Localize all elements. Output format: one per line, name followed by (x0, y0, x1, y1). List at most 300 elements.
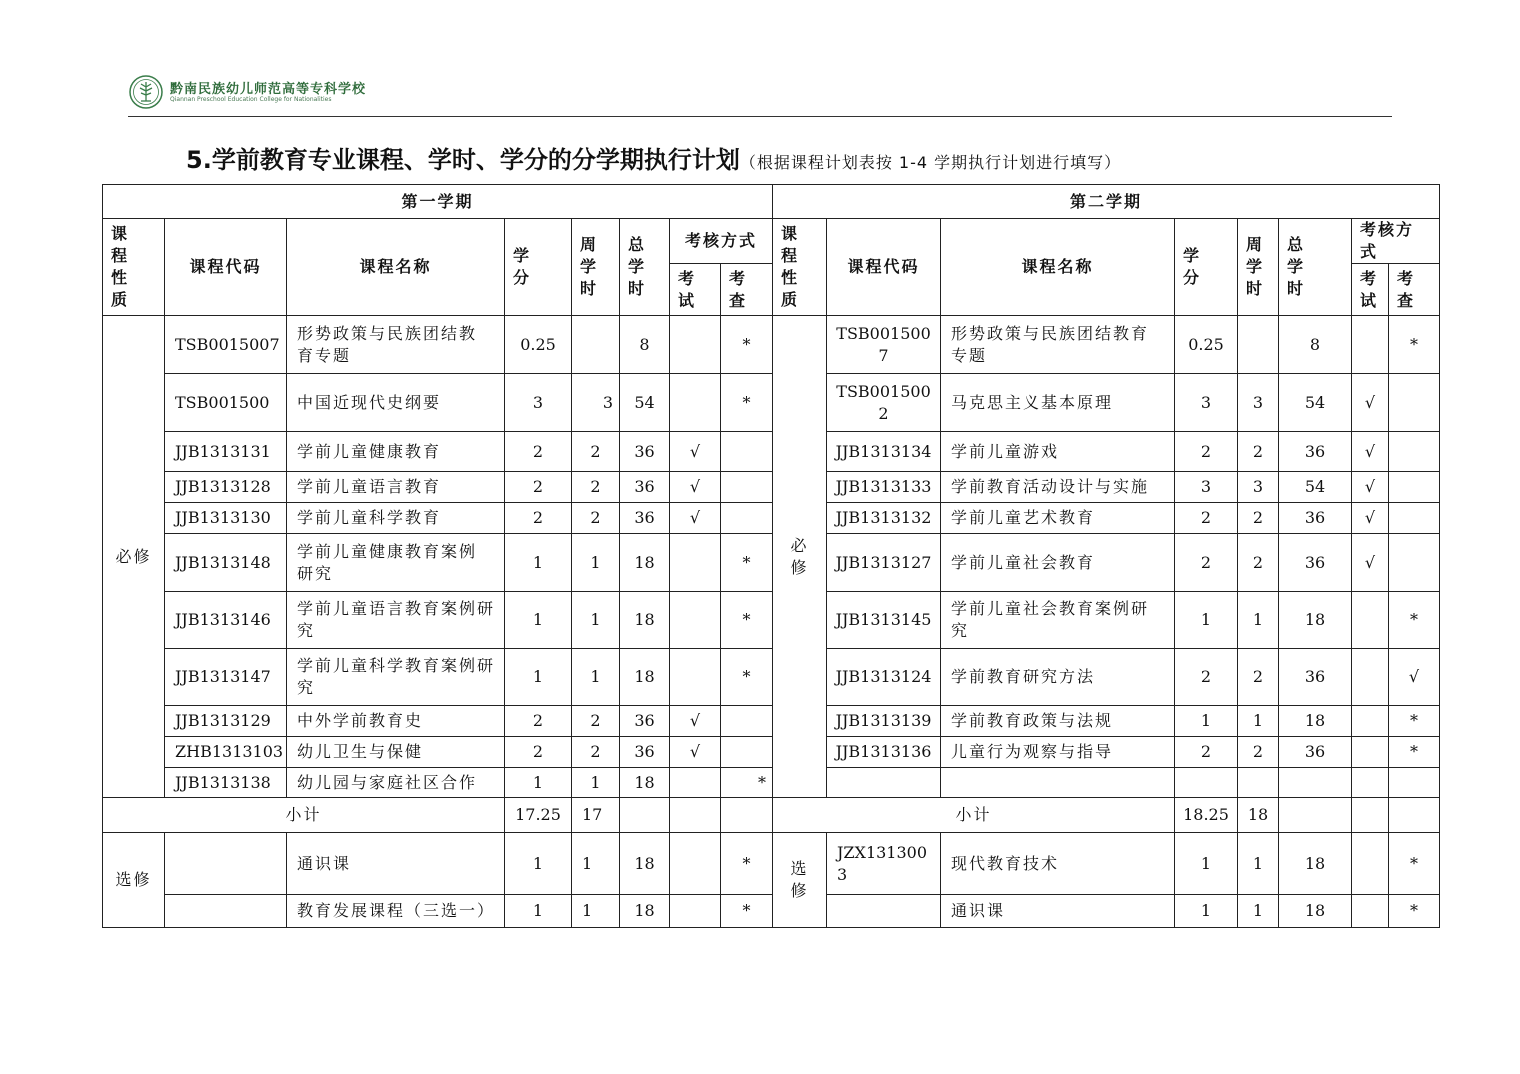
exam-mark (670, 534, 721, 592)
total-hours: 36 (620, 472, 670, 503)
cell-line: 育专题 (297, 345, 352, 365)
exam-mark (1352, 737, 1389, 768)
table-row (103, 592, 1440, 649)
credit (1175, 768, 1238, 798)
table-row (103, 374, 1440, 432)
exam-mark: √ (670, 472, 721, 503)
total-hours: 36 (1279, 534, 1352, 592)
cell-line: 课 (111, 224, 130, 243)
semester-2-header: 第二学期 (773, 185, 1440, 219)
course-name (941, 649, 1175, 706)
course-name (287, 768, 505, 798)
cell-line: 学 (580, 257, 599, 276)
exam-mark (670, 316, 721, 374)
cell-line: 研究 (297, 563, 334, 583)
cell-line: JZX131300 (837, 842, 928, 862)
exam-mark (670, 649, 721, 706)
course-name (287, 534, 505, 592)
course-code (827, 737, 941, 768)
col-credit (505, 219, 572, 316)
table-row (103, 706, 1440, 737)
course-name (287, 706, 505, 737)
course-code: JJB1313128 (165, 472, 287, 503)
credit: 2 (505, 503, 572, 534)
exam-mark: √ (1352, 534, 1389, 592)
table-row (103, 472, 1440, 503)
total-hours: 36 (1279, 432, 1352, 472)
credit: 0.25 (1175, 316, 1238, 374)
total-hours: 18 (620, 833, 670, 895)
col-exam (670, 264, 721, 316)
check-mark: * (721, 316, 773, 374)
cell-line: 学前教育政策与法规 (951, 711, 1114, 730)
cell-line: 考 (1397, 268, 1416, 288)
weekly-hours: 1 (1238, 706, 1279, 737)
check-mark: * (1389, 592, 1440, 649)
credit: 3 (1175, 374, 1238, 432)
cell-line: TSB001500 (836, 323, 931, 343)
weekly-hours: 1 (1238, 833, 1279, 895)
course-code: JJB1313146 (165, 592, 287, 649)
cell-line: 总 (1287, 235, 1306, 254)
cell-line: 修 (790, 881, 809, 900)
check-mark: * (721, 374, 773, 432)
required-label: 必修 (103, 316, 165, 798)
total-hours (1279, 768, 1352, 798)
cell-line: 时 (1246, 279, 1265, 298)
course-code (165, 833, 287, 895)
cell-line: 学 (1183, 246, 1202, 265)
weekly-hours: 1 (572, 768, 620, 798)
credit: 1 (1175, 895, 1238, 928)
table-row (103, 798, 1440, 833)
total-hours: 36 (1279, 503, 1352, 534)
cell-line: 究 (951, 621, 970, 640)
cell-line: JJB1313124 (835, 667, 932, 686)
cell-line: 学前儿童语言教育 (297, 477, 442, 496)
course-name (287, 737, 505, 768)
weekly-hours: 2 (572, 503, 620, 534)
total-hours: 18 (620, 649, 670, 706)
cell-line: 时 (580, 279, 599, 298)
course-code (827, 503, 941, 534)
course-code (827, 706, 941, 737)
semester-plan-table (102, 184, 1440, 928)
exam-mark: √ (1352, 374, 1389, 432)
check-mark (721, 432, 773, 472)
credit: 2 (1175, 649, 1238, 706)
cell-line: 质 (781, 290, 800, 309)
course-name (287, 316, 505, 374)
course-code (827, 374, 941, 432)
weekly-hours: 1 (572, 649, 620, 706)
total-hours: 54 (1279, 374, 1352, 432)
cell-line: 周 (1246, 235, 1265, 254)
course-name: 通识课 (941, 895, 1175, 928)
credit: 1 (505, 895, 572, 928)
cell-line: 形势政策与民族团结教 (297, 323, 478, 343)
credit: 1 (505, 534, 572, 592)
credit: 2 (1175, 737, 1238, 768)
cell-line: 3 (837, 864, 848, 884)
course-name (941, 592, 1175, 649)
table-row (103, 503, 1440, 534)
cell-line: 时 (1287, 279, 1306, 298)
col-total-hours (620, 219, 670, 316)
weekly-hours: 2 (1238, 503, 1279, 534)
course-name: 通识课 (287, 833, 505, 895)
col-check (721, 264, 773, 316)
check-mark (721, 737, 773, 768)
title-main: 5.学前教育专业课程、学时、学分的分学期执行计划 (186, 146, 740, 174)
col-course-code: 课程代码 (165, 219, 287, 316)
check-mark: * (1389, 833, 1440, 895)
cell-line: 学 (628, 257, 647, 276)
cell-line: 周 (580, 235, 599, 254)
table-row (103, 895, 1440, 928)
check-mark: * (721, 649, 773, 706)
check-mark: √ (1389, 649, 1440, 706)
cell-line: 2 (878, 403, 889, 423)
exam-mark: √ (1352, 472, 1389, 503)
empty-cell (1352, 798, 1389, 833)
total-hours: 54 (1279, 472, 1352, 503)
course-code (827, 534, 941, 592)
check-mark: * (1389, 316, 1440, 374)
credit: 1 (505, 592, 572, 649)
subtotal-credit: 18.25 (1175, 798, 1238, 833)
col-check (1389, 264, 1440, 316)
cell-line: 学 (1287, 257, 1306, 276)
course-code: JJB1313131 (165, 432, 287, 472)
course-name: 教育发展课程（三选一） (287, 895, 505, 928)
table-row (103, 737, 1440, 768)
exam-mark (670, 768, 721, 798)
cell-line: 分 (1183, 268, 1202, 287)
cell-line: JJB1313136 (835, 742, 932, 761)
weekly-hours: 1 (1238, 895, 1279, 928)
cell-line: 儿童行为观察与指导 (951, 742, 1114, 761)
semester-1-header: 第一学期 (103, 185, 773, 219)
course-name (941, 768, 1175, 798)
total-hours: 8 (620, 316, 670, 374)
exam-mark (1352, 768, 1389, 798)
cell-line: 质 (111, 290, 130, 309)
exam-mark (670, 895, 721, 928)
cell-line: 考 (729, 268, 748, 288)
total-hours: 36 (1279, 649, 1352, 706)
cell-line: 考核方 (1360, 220, 1415, 239)
credit: 1 (505, 649, 572, 706)
weekly-hours: 2 (1238, 534, 1279, 592)
check-mark (1389, 503, 1440, 534)
course-code: TSB001500 (165, 374, 287, 432)
total-hours: 18 (620, 895, 670, 928)
cell-line: 幼儿卫生与保健 (297, 742, 424, 761)
course-name (941, 706, 1175, 737)
exam-mark (670, 374, 721, 432)
elective-label (773, 833, 827, 928)
check-mark: * (721, 534, 773, 592)
credit: 1 (505, 768, 572, 798)
check-mark: * (1389, 706, 1440, 737)
course-name (287, 592, 505, 649)
col-weekly-hours (1238, 219, 1279, 316)
cell-line: 学 (513, 246, 532, 265)
course-name (287, 374, 505, 432)
cell-line: 马克思主义基本原理 (951, 392, 1114, 412)
course-code: JJB1313130 (165, 503, 287, 534)
exam-mark (1352, 833, 1389, 895)
cell-line: 学前儿童科学教育案例研 (297, 656, 496, 675)
weekly-hours: 2 (1238, 737, 1279, 768)
total-hours: 36 (620, 503, 670, 534)
credit: 1 (505, 833, 572, 895)
total-hours: 18 (620, 768, 670, 798)
weekly-hours: 3 (572, 374, 620, 432)
subtotal-credit: 17.25 (505, 798, 572, 833)
course-code (827, 768, 941, 798)
cell-line: 程 (111, 246, 130, 265)
cell-line: 幼儿园与家庭社区合作 (297, 772, 478, 792)
exam-mark (670, 592, 721, 649)
course-name (941, 374, 1175, 432)
cell-line: 7 (878, 345, 889, 365)
cell-line: 式 (1360, 242, 1379, 261)
weekly-hours: 3 (1238, 374, 1279, 432)
col-course-nature (773, 219, 827, 316)
total-hours: 8 (1279, 316, 1352, 374)
cell-line: 分 (513, 268, 532, 287)
cell-line: 学前儿童社会教育 (951, 552, 1096, 572)
cell-line: JJB1313127 (835, 552, 932, 572)
course-code (827, 592, 941, 649)
credit: 2 (1175, 534, 1238, 592)
check-mark: * (721, 895, 773, 928)
course-code: JJB1313148 (165, 534, 287, 592)
course-code: JJB1313129 (165, 706, 287, 737)
check-mark (1389, 472, 1440, 503)
cell-line: 选 (790, 859, 809, 878)
course-code: JJB1313138 (165, 768, 287, 798)
cell-line: 学前儿童社会教育案例研 (951, 599, 1150, 618)
cell-line: 考 (1360, 268, 1379, 288)
credit: 3 (1175, 472, 1238, 503)
cell-line: 学前儿童艺术教育 (951, 508, 1096, 527)
weekly-hours: 2 (1238, 649, 1279, 706)
empty-cell (670, 798, 721, 833)
credit: 2 (505, 737, 572, 768)
course-name (941, 737, 1175, 768)
total-hours: 18 (1279, 895, 1352, 928)
weekly-hours (1238, 768, 1279, 798)
weekly-hours: 1 (572, 895, 620, 928)
course-code (827, 833, 941, 895)
school-logo-icon (128, 74, 164, 110)
check-mark: * (721, 592, 773, 649)
check-mark: * (721, 768, 773, 798)
course-name (287, 649, 505, 706)
table-row (103, 219, 1440, 264)
cell-line: 课 (781, 224, 800, 243)
course-code (165, 895, 287, 928)
table-row (103, 833, 1440, 895)
cell-line: JJB1313145 (835, 610, 932, 629)
course-name (941, 534, 1175, 592)
subtotal-label: 小计 (773, 798, 1175, 833)
course-name (287, 503, 505, 534)
cell-line: 中国近现代史纲要 (297, 392, 442, 412)
cell-line: 学前儿童健康教育案例 (297, 541, 478, 561)
col-weekly-hours (572, 219, 620, 316)
exam-mark (1352, 649, 1389, 706)
cell-line: 学前儿童游戏 (951, 441, 1060, 461)
page-title (186, 140, 1121, 175)
check-mark (1389, 374, 1440, 432)
exam-mark: √ (1352, 432, 1389, 472)
cell-line: 程 (781, 246, 800, 265)
total-hours: 18 (1279, 706, 1352, 737)
course-name (941, 503, 1175, 534)
weekly-hours: 1 (572, 833, 620, 895)
cell-line: JJB1313134 (835, 441, 932, 461)
table-row (103, 432, 1440, 472)
table-row (103, 316, 1440, 374)
col-course-name: 课程名称 (287, 219, 505, 316)
total-hours: 18 (620, 534, 670, 592)
course-code: ZHB1313103 (165, 737, 287, 768)
cell-line: 究 (297, 621, 316, 640)
col-assessment (1352, 219, 1440, 264)
check-mark: * (1389, 737, 1440, 768)
total-hours: 54 (620, 374, 670, 432)
exam-mark: √ (670, 706, 721, 737)
check-mark (721, 472, 773, 503)
cell-line: 专题 (951, 345, 988, 365)
weekly-hours: 1 (1238, 592, 1279, 649)
exam-mark (1352, 592, 1389, 649)
exam-mark: √ (1352, 503, 1389, 534)
empty-cell (721, 798, 773, 833)
cell-line: TSB001500 (836, 381, 931, 401)
exam-mark (1352, 895, 1389, 928)
credit: 2 (505, 706, 572, 737)
exam-mark (670, 833, 721, 895)
exam-mark (1352, 316, 1389, 374)
weekly-hours: 2 (572, 432, 620, 472)
cell-line: 必 (790, 535, 809, 555)
table-row (103, 534, 1440, 592)
table-row (103, 649, 1440, 706)
cell-line: 修 (790, 557, 809, 577)
subtotal-label: 小计 (103, 798, 505, 833)
page-header (128, 74, 1392, 117)
check-mark: * (721, 833, 773, 895)
credit: 0.25 (505, 316, 572, 374)
col-course-name: 课程名称 (941, 219, 1175, 316)
cell-line: 时 (628, 279, 647, 298)
credit: 2 (505, 472, 572, 503)
cell-line: 究 (297, 678, 316, 697)
course-code (827, 316, 941, 374)
cell-line: 总 (628, 235, 647, 254)
cell-line: 性 (111, 268, 130, 287)
weekly-hours (572, 316, 620, 374)
total-hours: 36 (620, 432, 670, 472)
cell-line: JJB1313133 (835, 477, 932, 496)
cell-line: 学前儿童健康教育 (297, 441, 442, 461)
credit: 1 (1175, 833, 1238, 895)
cell-line: 学前儿童科学教育 (297, 508, 442, 527)
course-name: 现代教育技术 (941, 833, 1175, 895)
course-code (827, 432, 941, 472)
total-hours: 36 (620, 706, 670, 737)
cell-line: 试 (678, 290, 697, 310)
subtotal-weekly: 18 (1238, 798, 1279, 833)
cell-line: 学前儿童语言教育案例研 (297, 599, 496, 618)
cell-line: 考 (678, 268, 697, 288)
course-name (287, 432, 505, 472)
weekly-hours: 2 (572, 737, 620, 768)
check-mark (721, 503, 773, 534)
empty-cell (1389, 798, 1440, 833)
course-code (827, 895, 941, 928)
table-row (103, 768, 1440, 798)
total-hours: 36 (620, 737, 670, 768)
exam-mark (1352, 706, 1389, 737)
course-code: JJB1313147 (165, 649, 287, 706)
cell-line: 试 (1360, 290, 1379, 310)
total-hours: 36 (1279, 737, 1352, 768)
weekly-hours: 2 (572, 706, 620, 737)
exam-mark: √ (670, 432, 721, 472)
weekly-hours: 1 (572, 534, 620, 592)
check-mark (721, 706, 773, 737)
table-row (103, 185, 1440, 219)
course-code (827, 472, 941, 503)
course-name (941, 432, 1175, 472)
total-hours: 18 (620, 592, 670, 649)
credit: 2 (1175, 432, 1238, 472)
weekly-hours (1238, 316, 1279, 374)
empty-cell (620, 798, 670, 833)
total-hours: 18 (1279, 592, 1352, 649)
col-credit (1175, 219, 1238, 316)
credit: 1 (1175, 592, 1238, 649)
cell-line: JJB1313139 (835, 711, 932, 730)
required-label (773, 316, 827, 798)
course-name (287, 472, 505, 503)
course-name (941, 316, 1175, 374)
cell-line: 查 (1397, 290, 1416, 310)
total-hours: 18 (1279, 833, 1352, 895)
credit: 2 (1175, 503, 1238, 534)
cell-line: 性 (781, 268, 800, 287)
school-logo-subtitle: Qiannan Preschool Education College for Nationalities (170, 96, 332, 103)
weekly-hours: 2 (572, 472, 620, 503)
check-mark (1389, 432, 1440, 472)
cell-line: 学前教育研究方法 (951, 667, 1096, 686)
col-assessment: 考核方式 (670, 219, 773, 264)
subtotal-weekly: 17 (572, 798, 620, 833)
exam-mark: √ (670, 503, 721, 534)
title-note: （根据课程计划表按 1-4 学期执行计划进行填写） (739, 153, 1122, 172)
weekly-hours: 1 (572, 592, 620, 649)
elective-label: 选修 (103, 833, 165, 928)
credit: 2 (505, 432, 572, 472)
check-mark: * (1389, 895, 1440, 928)
cell-line: 查 (729, 290, 748, 310)
